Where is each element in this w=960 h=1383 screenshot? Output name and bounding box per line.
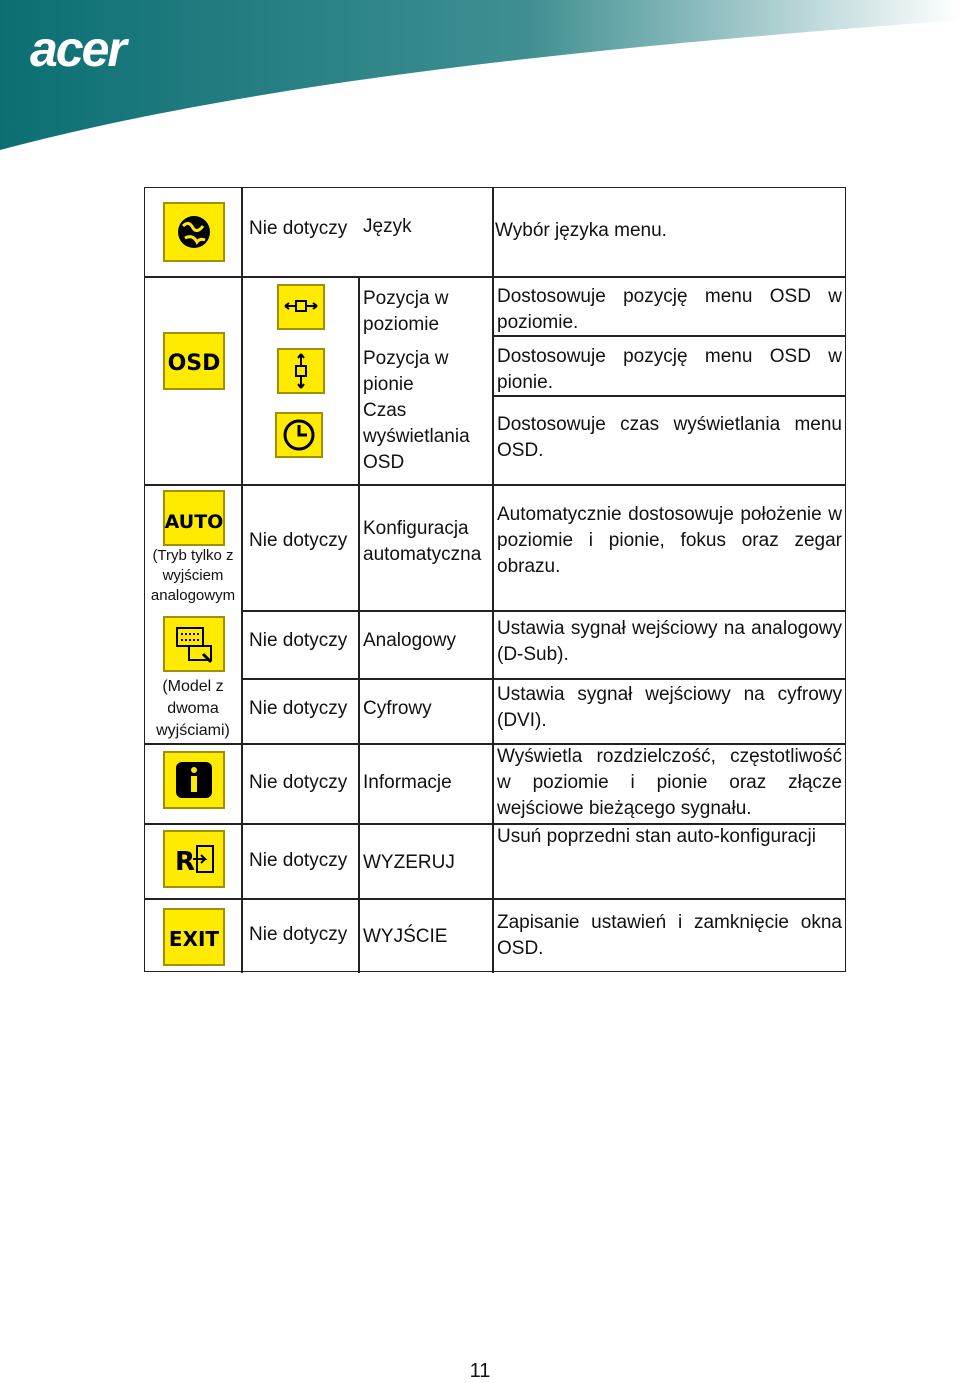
exit-icon [163, 908, 225, 966]
info-applicability: Nie dotyczy [249, 772, 348, 793]
digital-name: Cyfrowy [363, 698, 432, 719]
digital-applicability: Nie dotyczy [249, 698, 348, 719]
exit-name: WYJŚCIE [363, 926, 448, 947]
h-position-desc: Dostosowuje pozycję menu OSD w poziomie. [497, 286, 842, 333]
auto-mode-note: (Tryb tylko z wyjściem analogowym [150, 547, 236, 604]
reset-desc: Usuń poprzedni stan auto-konfiguracji [497, 826, 816, 847]
h-position-name: Pozycja w poziomie [363, 288, 449, 335]
analog-applicability: Nie dotyczy [249, 630, 348, 651]
globe-icon [163, 202, 225, 262]
osd-icon [163, 332, 225, 390]
language-desc: Wybór języka menu. [495, 220, 667, 241]
horizontal-position-icon [277, 284, 325, 330]
page-header [0, 0, 960, 150]
dual-model-note: (Model z dwoma wyjściami) [156, 678, 230, 739]
osd-options-table [144, 187, 846, 972]
auto-desc: Automatycznie dostosowuje położenie w poziomie i pionie, fokus oraz zegar obrazu. [497, 504, 842, 577]
reset-icon [163, 830, 225, 888]
language-applicability: Nie dotyczy [249, 218, 348, 239]
info-desc: Wyświetla rozdzielczość, częstotliwość w poziomie i pionie oraz złącze wejściowe bieżącego sygnału. [497, 746, 842, 819]
analog-desc: Ustawia sygnał wejściowy na analogowy (D-Sub). [497, 618, 842, 665]
v-position-desc: Dostosowuje pozycję menu OSD w pionie. [497, 346, 842, 393]
svg-text:AUTO: AUTO [164, 511, 224, 533]
digital-desc: Ustawia sygnał wejściowy na cyfrowy (DVI). [497, 684, 842, 731]
analog-name: Analogowy [363, 630, 456, 651]
svg-text:EXIT: EXIT [168, 927, 220, 951]
page-number: 11 [469, 1360, 491, 1382]
info-icon [163, 751, 225, 809]
reset-applicability: Nie dotyczy [249, 850, 348, 871]
v-position-name: Pozycja w pionie [363, 348, 449, 395]
exit-desc: Zapisanie ustawień i zamknięcie okna OSD. [497, 912, 842, 959]
acer-logo: acer [30, 21, 125, 77]
auto-icon [163, 490, 225, 546]
info-name: Informacje [363, 772, 452, 793]
header-band [0, 0, 960, 150]
osd-time-desc: Dostosowuje czas wyświetlania menu OSD. [497, 414, 842, 461]
language-name: Język [363, 216, 412, 237]
clock-icon [275, 412, 323, 458]
auto-applicability: Nie dotyczy [249, 530, 348, 551]
svg-text:R: R [174, 847, 196, 877]
osd-time-name: Czas wyświetlania OSD [363, 400, 470, 473]
exit-applicability: Nie dotyczy [249, 924, 348, 945]
svg-text:OSD: OSD [167, 351, 221, 376]
reset-name: WYZERUJ [363, 852, 455, 873]
auto-name: Konfiguracja automatyczna [363, 518, 482, 565]
vertical-position-icon [277, 348, 325, 394]
input-signal-icon [163, 616, 225, 672]
